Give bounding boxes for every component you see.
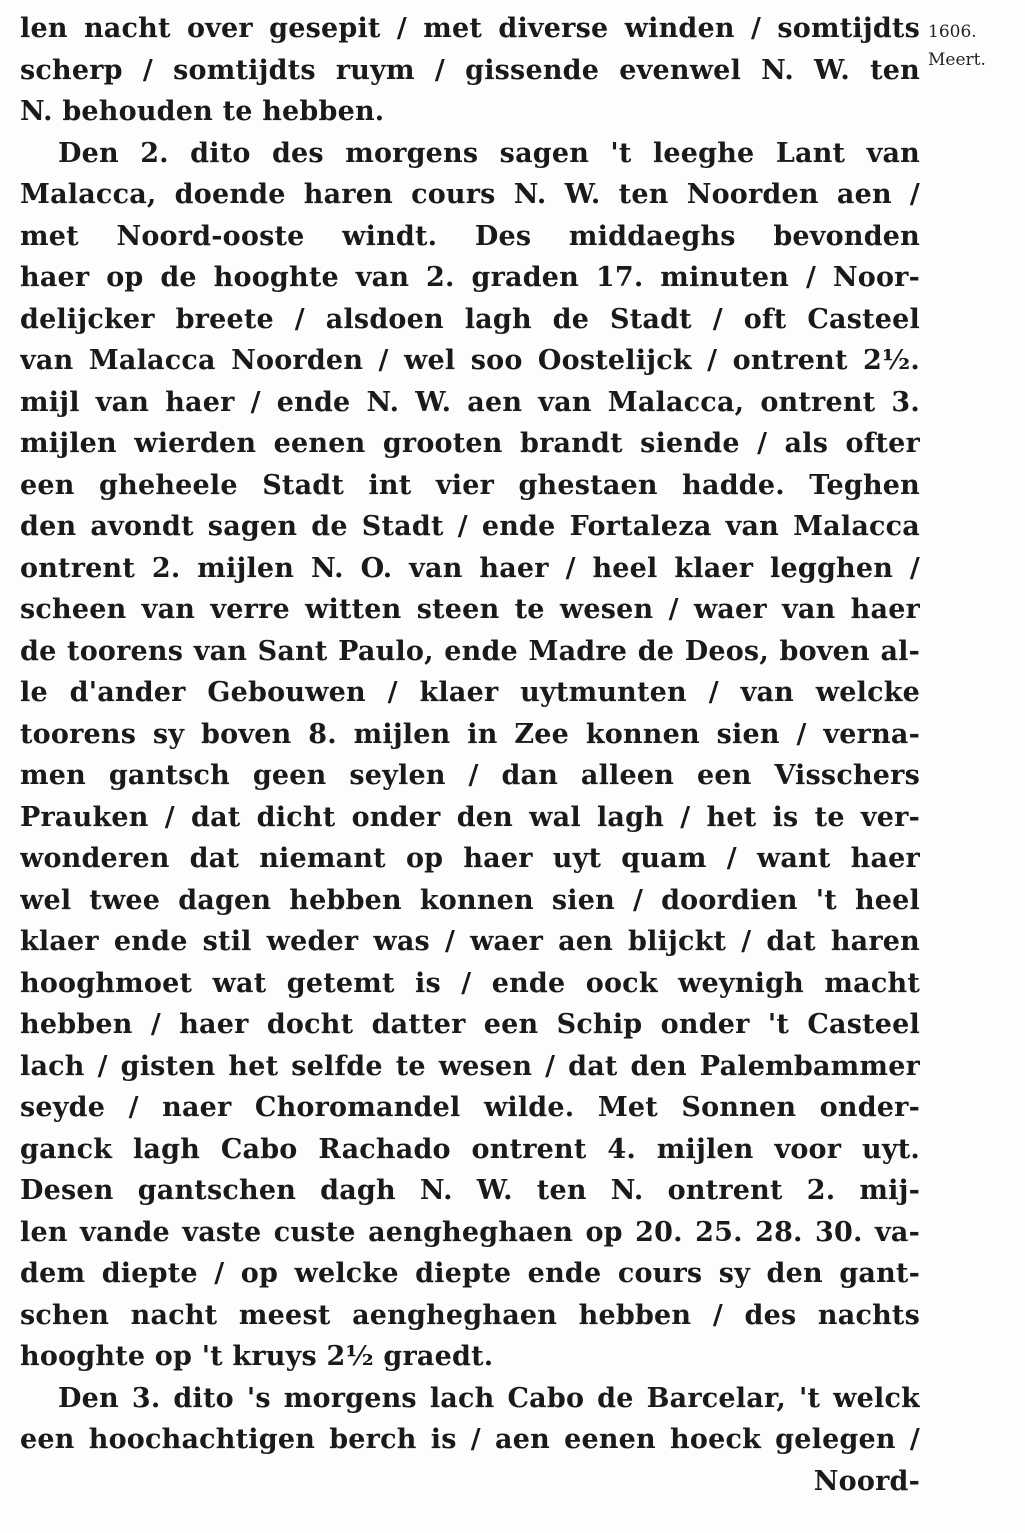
text-line: den avondt sagen de Stadt / ende Fortaleza van Malacca: [20, 511, 920, 542]
text-line: dem diepte / op welcke diepte ende cours sy den gant-: [20, 1258, 920, 1289]
text-line: hooghte op 't kruys 2½ graedt.: [20, 1341, 494, 1372]
text-line: een gheheele Stadt int vier ghestaen hadde. Teghen: [20, 469, 920, 501]
text-line: delijcker breete / alsdoen lagh de Stadt / oft Casteel: [20, 303, 920, 335]
text-line: Prauken / dat dicht onder den wal lagh / het is te ver-: [20, 801, 920, 833]
text-line: met Noord-ooste windt. Des middaeghs bevonden: [20, 220, 920, 252]
text-line: klaer ende stil weder was / waer aen blijckt / dat haren: [20, 926, 920, 957]
text-line: ganck lagh Cabo Rachado ontrent 4. mijlen voor uyt.: [20, 1133, 920, 1165]
text-line: seyde / naer Choromandel wilde. Met Sonnen onder-: [20, 1092, 920, 1123]
text-line: scheen van verre witten steen te wesen / waer van haer: [20, 594, 920, 625]
margin-year: 1606.: [928, 22, 977, 42]
text-line: scherp / somtijdts ruym / gissende evenwel N. W. ten: [20, 54, 920, 86]
text-line: een hoochachtigen berch is / aen eenen hoeck gelegen /: [20, 1424, 920, 1455]
text-line: van Malacca Noorden / wel soo Oostelijck / ontrent 2½.: [20, 345, 920, 376]
text-line: le d'ander Gebouwen / klaer uytmunten / van welcke: [20, 677, 920, 708]
text-line: schen nacht meest aengheghaen hebben / des nachts: [20, 1299, 920, 1331]
text-line: mijl van haer / ende N. W. aen van Malacca, ontrent 3.: [20, 386, 920, 418]
catchword: Noord-: [813, 1465, 920, 1497]
text-line: len nacht over gesepit / met diverse winden / somtijdts: [20, 13, 920, 44]
text-line: haer op de hooghte van 2. graden 17. minuten / Noor-: [20, 262, 920, 293]
text-line: N. behouden te hebben.: [20, 96, 385, 127]
text-line: men gantsch geen seylen / dan alleen een Visschers: [20, 760, 920, 791]
margin-month: Meert.: [928, 50, 986, 70]
text-line: toorens sy boven 8. mijlen in Zee konnen sien / verna-: [20, 718, 920, 750]
margin-note: [928, 18, 1020, 74]
text-line: Den 3. dito 's morgens lach Cabo de Barcelar, 't welck: [58, 1382, 920, 1414]
text-line: wonderen dat niemant op haer uyt quam / want haer: [20, 843, 920, 874]
body-text: [20, 8, 920, 1502]
text-line: Malacca, doende haren cours N. W. ten Noorden aen /: [20, 179, 920, 210]
text-line: wel twee dagen hebben konnen sien / doordien 't heel: [20, 884, 920, 916]
text-line: mijlen wierden eenen grooten brandt siende / als ofter: [20, 428, 920, 459]
text-line: hebben / haer docht datter een Schip onder 't Casteel: [20, 1009, 920, 1040]
text-line: ontrent 2. mijlen N. O. van haer / heel klaer legghen /: [20, 552, 920, 584]
text-line: lach / gisten het selfde te wesen / dat den Palembammer: [20, 1050, 920, 1082]
text-line: hooghmoet wat getemt is / ende oock weynigh macht: [20, 967, 920, 999]
text-line: Desen gantschen dagh N. W. ten N. ontrent 2. mij-: [20, 1175, 920, 1206]
text-line: Den 2. dito des morgens sagen 't leeghe Lant van: [58, 137, 920, 169]
text-line: de toorens van Sant Paulo, ende Madre de Deos, boven al-: [20, 635, 920, 667]
text-line: len vande vaste custe aengheghaen op 20. 25. 28. 30. va-: [20, 1216, 920, 1248]
